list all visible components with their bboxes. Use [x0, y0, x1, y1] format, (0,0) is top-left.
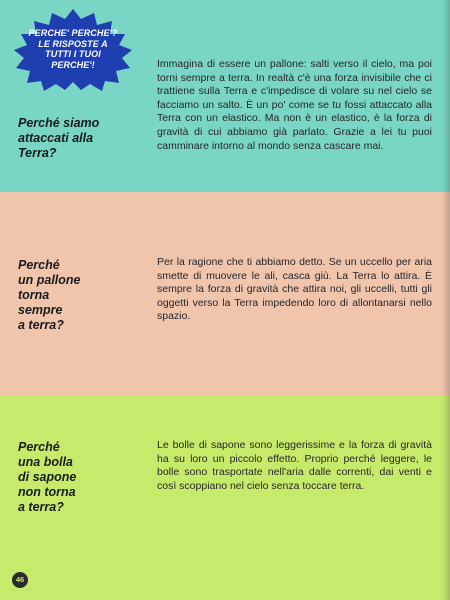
answer-ball: Per la ragione che ti abbiamo detto. Se un uccello per aria smette di muovere le ali, casca giù. La Terra lo attira. È sempre la forza di gravità che attira noi, gli uccelli, tutti gli oggetti verso la Terra impedendo loro di allontanarsi nello spazio. [157, 256, 432, 323]
page-edge-shadow [442, 0, 450, 600]
answer-bubble: Le bolle di sapone sono leggerissime e la forza di gravità ha su loro un piccolo effetto. Proprio perché leggere, le bolle sono trasportate nell'aria dalle correnti, dai venti e così scoppiano nel cielo senza toccare terra. [157, 439, 432, 492]
page-number: 46 [12, 572, 28, 588]
question-bubble: Perché una bolla di sapone non torna a terra? [18, 440, 77, 514]
question-gravity: Perché siamo attaccati alla Terra? [18, 116, 100, 160]
answer-gravity: Immagina di essere un pallone: salti verso il cielo, ma poi torni sempre a terra. In realtà c'è una forza invisibile che ci trattiene sulla Terra e c'impedisce di volare su nel cielo se facciamo un salto. È un po' come se tu fossi attaccato alla Terra con un elastico. Ma non è un elastico, è la forza di gravità di cui abbiamo già parlato. Grazie a lei tu puoi camminare intorno al mondo senza cascare mai. [157, 58, 432, 152]
badge-text: PERCHE' PERCHE'? LE RISPOSTE A TUTTI I TUOI PERCHE'! [28, 28, 118, 70]
starburst-badge [8, 7, 138, 91]
question-ball: Perché un pallone torna sempre a terra? [18, 258, 81, 332]
